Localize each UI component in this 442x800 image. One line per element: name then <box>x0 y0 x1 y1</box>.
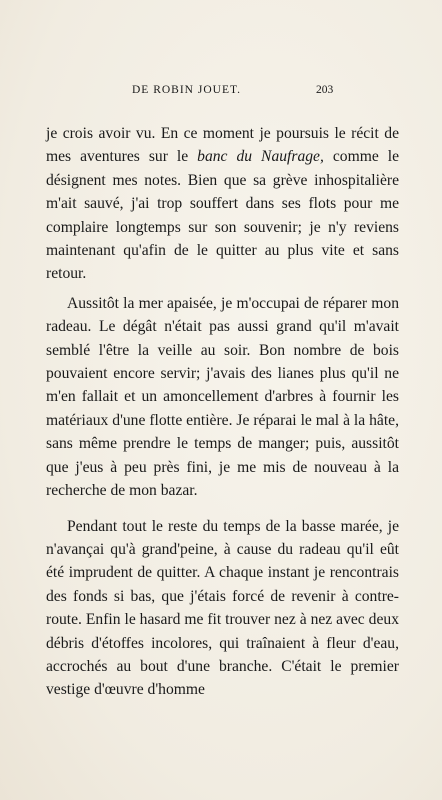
book-title-reference: banc du Naufrage, <box>197 148 324 166</box>
paragraph-1 <box>46 122 399 286</box>
running-head <box>0 84 442 98</box>
body-text <box>46 122 399 702</box>
paragraph-1-text-end: comme le désignent mes notes. Bien que sa grève inhospitalière m'ait sauvé, j'ai trop souffert dans ses flots pour me complaire longtemps sur son souvenir; je n'y reviens maintenant qu'afin de le quitter au plus vite et sans retour. <box>46 148 399 283</box>
paragraph-2: Aussitôt la mer apaisée, je m'occupai de réparer mon radeau. Le dégât n'était pas aussi grand qu'il m'avait semblé l'être la veille au soir. Bon nombre de bois pouvaient encore servir; j'avais des lianes plus qu'il ne m'en fallait et un amoncellement d'arbres à fournir les matériaux d'une flotte entière. Je réparai le mal à la hâte, sans même prendre le temps de manger; puis, aussitôt que j'eus à peu près fini, je me mis de nouveau à la recherche de mon bazar. <box>46 294 399 500</box>
paragraph-1-text-start: je crois avoir vu. En ce moment je poursuis le récit de mes aventures sur le <box>46 125 399 166</box>
running-title: DE ROBIN JOUET. <box>132 84 242 96</box>
page-number: 203 <box>316 84 334 96</box>
paragraph-3: Pendant tout le reste du temps de la basse marée, je n'avançai qu'à grand'peine, à cause du radeau qu'il eût été imprudent de quitter. A chaque instant je rencontrais des fonds si bas, que j'étais forcé de revenir à contre-route. Enfin le hasard me fit trouver nez à nez avec deux débris d'étoffes incolores, qui traînaient à fleur d'eau, accrochés au bout d'une branche. C'était le premier vestige d'œuvre d'homme <box>46 517 399 699</box>
